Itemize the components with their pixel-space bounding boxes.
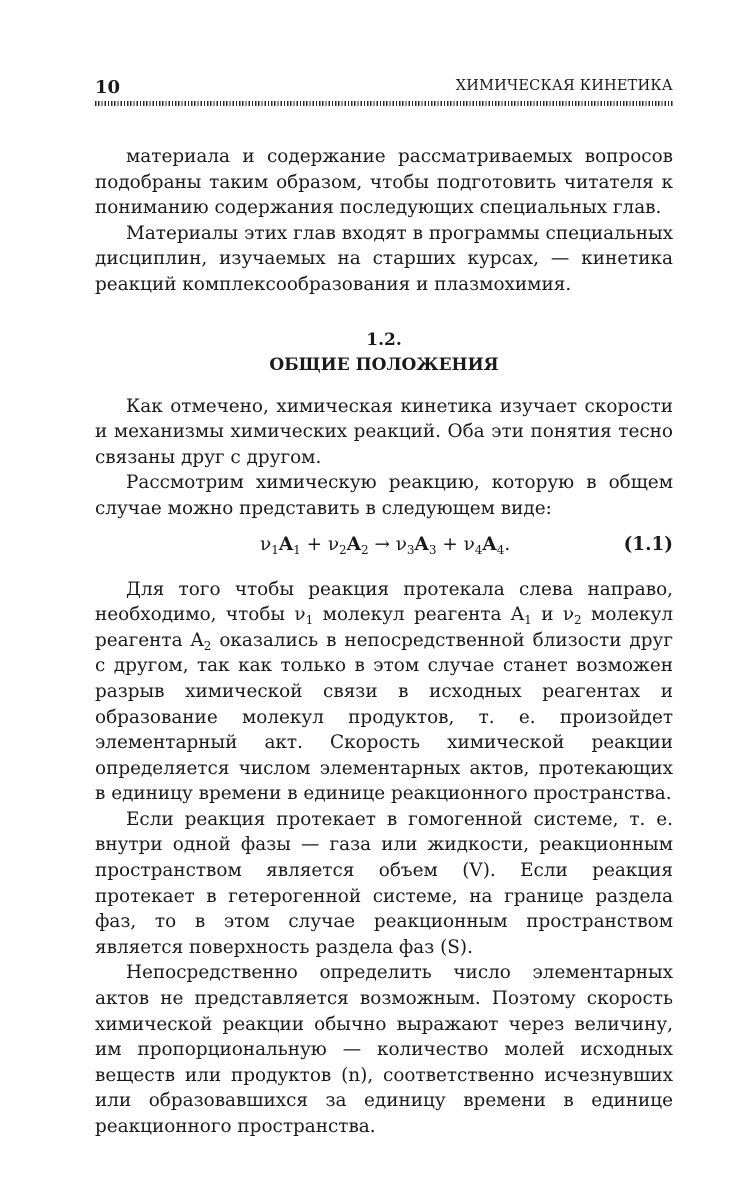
paragraph-materials: Материалы этих глав входят в программы специальных дисциплин, изучаемых на старших курсах, — кинетика реакций комплексообразования и плазмохимия.: [95, 222, 673, 295]
paragraph-rate-measure: Непосредственно определить число элементарных актов не представляется возможным. Поэтому скорость химической реакции обычно выражают через величину, им пропорциональную — количество молей исходных веществ или продуктов (n), соответственно исчезнувших или образовавшихся за единицу времени в единице реакционного пространства.: [95, 962, 673, 1137]
section-title: ОБЩИЕ ПОЛОЖЕНИЯ: [269, 354, 499, 375]
running-title: ХИМИЧЕСКАЯ КИНЕТИКА: [455, 78, 673, 94]
header-dotted-rule: [95, 101, 673, 106]
page-number: 10: [95, 77, 121, 98]
equation-1-1: [95, 532, 673, 559]
section-number: 1.2.: [366, 329, 402, 350]
paragraph-continuation: материала и содержание рассматриваемых вопросов подобраны таким образом, чтобы подготовить читателя к пониманию содержания последующих специальных глав.: [95, 146, 673, 219]
body-text: [95, 144, 673, 1140]
paragraph-reaction-form: Рассмотрим химическую реакцию, которую в общем случае можно представить в следующем виде:: [95, 472, 673, 519]
page-header: [95, 77, 673, 101]
equation-number: (1.1): [623, 533, 673, 555]
paragraph-kinetics-intro: Как отмечено, химическая кинетика изучает скорости и механизмы химических реакций. Оба эти понятия тесно связаны друг с другом.: [95, 395, 673, 468]
reaction-equation: $\nu_1A_1 + \nu_2A_2 \to \nu_3A_3 + \nu_4A_4$.: [260, 533, 511, 557]
section-heading: [95, 328, 673, 378]
paragraph-reaction-space: Если реакция протекает в гомогенной системе, т. е. внутри одной фазы — газа или жидкости, реакционным пространством является объем (V). Если реакция протекает в гетерогенной системе, на границе раздела фаз, то в этом случае реакционным пространством является поверхность раздела фаз (S).: [95, 808, 673, 958]
paragraph-elementary-act: Для того чтобы реакция протекала слева направо, необходимо, чтобы $\nu_1$ молекул реагента $A_1$ и $\nu_2$ молекул реагента $A_2$ оказались в непосредственной близости друг с другом, так как только в этом случае станет возможен разрыв химической связи в исходных реагентах и образование молекул продуктов, т. е. произойдет элементарный акт. Скорость химической реакции определяется числом элементарных актов, протекающих в единицу времени в единице реакционного пространства.: [95, 578, 673, 805]
